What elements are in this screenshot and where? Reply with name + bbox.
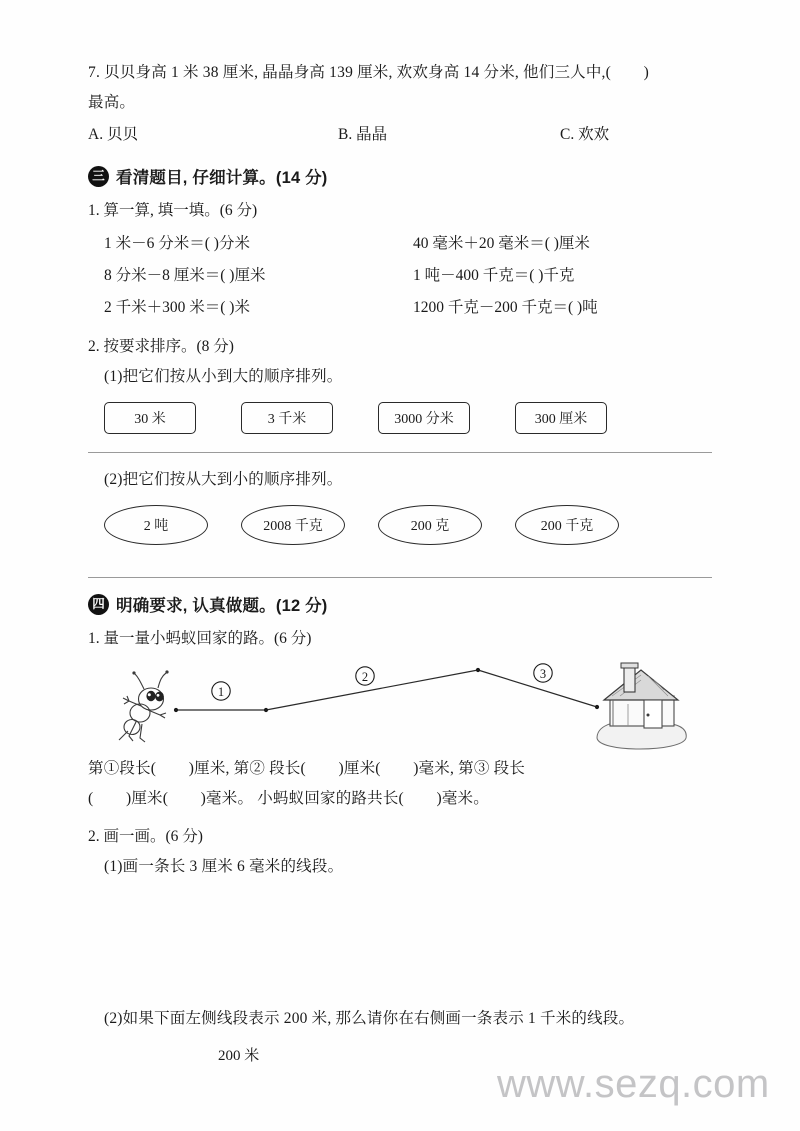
ordering-part-1-title: (1)把它们按从小到大的顺序排列。 — [104, 368, 343, 385]
shape-slot — [515, 402, 652, 434]
ordering-part-1-boxes — [88, 402, 712, 434]
divider-rule — [88, 452, 712, 453]
divider-rule — [88, 577, 712, 578]
question-7-line-1: 7. 贝贝身高 1 米 38 厘米, 晶晶身高 139 厘米, 欢欢身高 14 分米, 他们三人中,( ) — [88, 64, 649, 81]
value-oval[interactable]: 200 克 — [378, 505, 482, 545]
section-3-badge: 三 — [88, 166, 109, 187]
shape-slot — [104, 505, 241, 545]
value-box[interactable]: 30 米 — [104, 402, 196, 434]
draw-part-1-title: (1)画一条长 3 厘米 6 毫米的线段。 — [104, 858, 344, 875]
question-7-choice-b[interactable]: B. 晶晶 — [338, 126, 388, 143]
ant-path-figure — [88, 658, 712, 754]
svg-text:3: 3 — [539, 667, 547, 681]
value-oval[interactable]: 200 千克 — [515, 505, 619, 545]
shape-slot — [515, 505, 652, 545]
calc-row — [104, 228, 712, 260]
question-7-choices — [88, 120, 712, 150]
shape-slot — [378, 402, 515, 434]
calc-cell[interactable]: 8 分米－8 厘米＝( )厘米 — [104, 267, 266, 284]
question-7 — [88, 58, 712, 150]
section-4-badge: 四 — [88, 594, 109, 615]
ordering-part-2-ovals — [88, 505, 712, 545]
value-box[interactable]: 3 千米 — [241, 402, 333, 434]
worksheet-content — [88, 58, 712, 1065]
draw-part-2-title: (2)如果下面左侧线段表示 200 米, 那么请你在右侧画一条表示 1 千米的线段。 — [104, 1010, 635, 1027]
site-watermark: www.sezq.com — [497, 1062, 770, 1106]
calc-cell[interactable]: 40 毫米＋20 毫米＝( )厘米 — [412, 235, 590, 252]
section-3-header — [88, 164, 712, 188]
section-4-problem-1-title: 1. 量一量小蚂蚁回家的路。(6 分) — [88, 630, 312, 647]
section-3-title: 看清题目, 仔细计算。(14 分) — [116, 169, 328, 187]
shape-slot — [104, 402, 241, 434]
question-7-choice-a[interactable]: A. 贝贝 — [88, 126, 138, 143]
shape-slot — [241, 505, 378, 545]
ant-answer-line-2[interactable]: ( )厘米( )毫米。 小蚂蚁回家的路共长( )毫米。 — [88, 790, 489, 807]
ant-path-svg — [88, 658, 712, 754]
calc-cell[interactable]: 1200 千克－200 千克＝( )吨 — [412, 299, 598, 316]
section-4-problem-2-title: 2. 画一画。(6 分) — [88, 828, 203, 845]
ant-icon — [119, 670, 169, 742]
house-icon — [597, 663, 686, 749]
section-3-problem-1-title: 1. 算一算, 填一填。(6 分) — [88, 202, 258, 219]
question-7-line-2: 最高。 — [88, 94, 136, 111]
path-vertex-dots — [174, 668, 599, 712]
calc-grid — [88, 228, 712, 324]
value-oval[interactable]: 2 吨 — [104, 505, 208, 545]
reference-segment-label: 200 米 — [218, 1048, 260, 1064]
section-4-title: 明确要求, 认真做题。(12 分) — [116, 597, 328, 615]
section-4-header — [88, 592, 712, 616]
calc-row — [104, 292, 712, 324]
section-3-problem-2-title: 2. 按要求排序。(8 分) — [88, 338, 234, 355]
calc-cell[interactable]: 1 吨－400 千克＝( )千克 — [412, 267, 575, 284]
ordering-part-2-title: (2)把它们按从大到小的顺序排列。 — [104, 471, 343, 488]
svg-text:2: 2 — [361, 670, 369, 684]
segment-number-1 — [212, 682, 230, 700]
shape-slot — [241, 402, 378, 434]
value-box[interactable]: 3000 分米 — [378, 402, 470, 434]
value-box[interactable]: 300 厘米 — [515, 402, 607, 434]
calc-cell[interactable]: 2 千米＋300 米＝( )米 — [104, 299, 250, 316]
shape-slot — [378, 505, 515, 545]
calc-row — [104, 260, 712, 292]
question-7-choice-c[interactable]: C. 欢欢 — [560, 126, 610, 143]
ant-answer-line-1[interactable]: 第①段长( )厘米, 第② 段长( )厘米( )毫米, 第③ 段长 — [88, 760, 526, 777]
svg-text:1: 1 — [217, 685, 225, 699]
segment-number-3 — [534, 664, 552, 682]
value-oval[interactable]: 2008 千克 — [241, 505, 345, 545]
drawing-answer-space-1[interactable] — [88, 882, 712, 1004]
segment-number-2 — [356, 667, 374, 685]
calc-cell[interactable]: 1 米－6 分米＝( )分米 — [104, 235, 250, 252]
